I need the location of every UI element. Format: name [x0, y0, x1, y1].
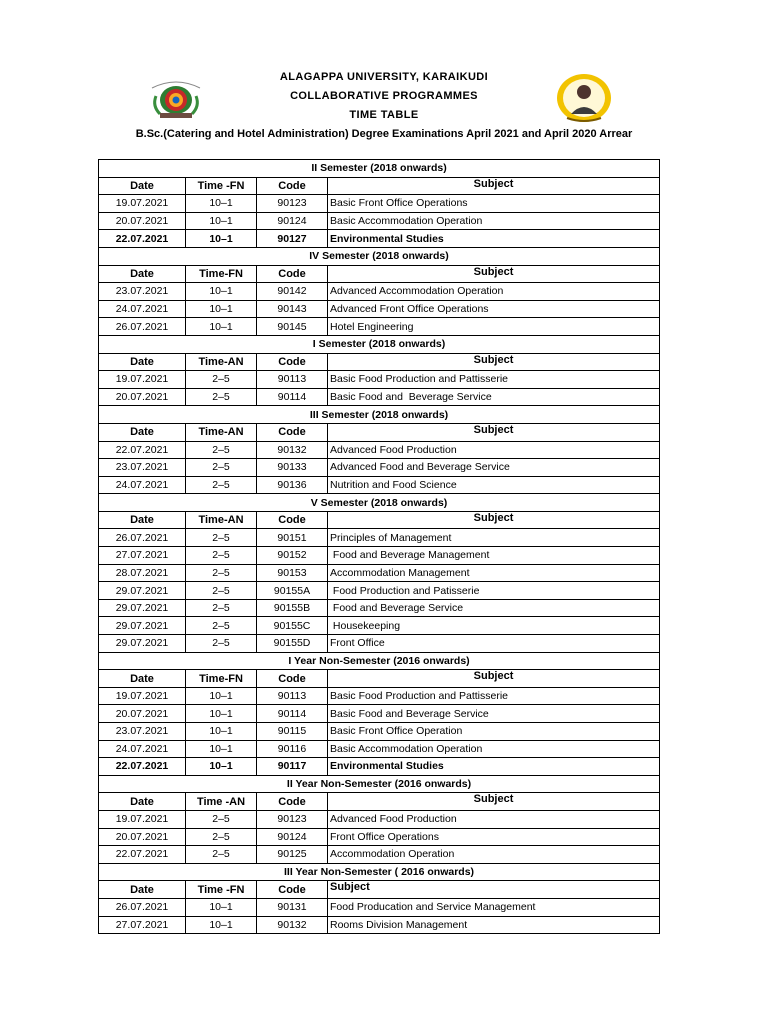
semester-heading-row	[99, 775, 660, 793]
course-code: 90127	[257, 230, 328, 248]
time-header: Time-FN	[186, 265, 257, 283]
course-code: 90142	[257, 283, 328, 301]
semester-heading-row	[99, 335, 660, 353]
exam-date: 27.07.2021	[99, 547, 186, 565]
code-header: Code	[257, 511, 328, 529]
subject-name: Advanced Front Office Operations	[328, 300, 660, 318]
document-header	[0, 68, 768, 144]
subject-name: Advanced Accommodation Operation	[328, 283, 660, 301]
time-header: Time -FN	[186, 881, 257, 899]
course-code: 90152	[257, 547, 328, 565]
column-header-row	[99, 177, 660, 195]
table-row	[99, 441, 660, 459]
course-code: 90155C	[257, 617, 328, 635]
course-code: 90117	[257, 758, 328, 776]
time-header: Time -AN	[186, 793, 257, 811]
subject-name: Environmental Studies	[328, 758, 660, 776]
exam-time: 2–5	[186, 599, 257, 617]
time-header: Time -FN	[186, 177, 257, 195]
table-row	[99, 300, 660, 318]
course-code: 90123	[257, 810, 328, 828]
subject-name: Basic Accommodation Operation	[328, 212, 660, 230]
course-code: 90114	[257, 705, 328, 723]
exam-date: 29.07.2021	[99, 582, 186, 600]
subject-header: Subject	[328, 353, 660, 371]
exam-date: 20.07.2021	[99, 388, 186, 406]
course-code: 90124	[257, 828, 328, 846]
subject-name: Basic Accommodation Operation	[328, 740, 660, 758]
subject-name: Advanced Food Production	[328, 441, 660, 459]
subject-name: Basic Food Production and Pattisserie	[328, 687, 660, 705]
semester-heading-row	[99, 160, 660, 178]
exam-date: 22.07.2021	[99, 758, 186, 776]
exam-date: 26.07.2021	[99, 318, 186, 336]
exam-time: 2–5	[186, 459, 257, 477]
exam-time: 2–5	[186, 388, 257, 406]
table-row	[99, 371, 660, 389]
table-row	[99, 705, 660, 723]
subject-name: Nutrition and Food Science	[328, 476, 660, 494]
date-header: Date	[99, 265, 186, 283]
table-row	[99, 582, 660, 600]
semester-heading: IV Semester (2018 onwards)	[99, 247, 660, 265]
subject-header: Subject	[328, 423, 660, 441]
exam-time: 10–1	[186, 300, 257, 318]
semester-heading: II Semester (2018 onwards)	[99, 160, 660, 178]
subject-name: Front Office Operations	[328, 828, 660, 846]
course-code: 90113	[257, 687, 328, 705]
exam-time: 2–5	[186, 529, 257, 547]
exam-time: 2–5	[186, 547, 257, 565]
column-header-row	[99, 881, 660, 899]
exam-date: 22.07.2021	[99, 846, 186, 864]
exam-time: 10–1	[186, 687, 257, 705]
code-header: Code	[257, 423, 328, 441]
code-header: Code	[257, 265, 328, 283]
exam-time: 10–1	[186, 318, 257, 336]
semester-heading: V Semester (2018 onwards)	[99, 494, 660, 512]
date-header: Date	[99, 881, 186, 899]
subject-name: Principles of Management	[328, 529, 660, 547]
column-header-row	[99, 511, 660, 529]
exam-date: 24.07.2021	[99, 476, 186, 494]
course-code: 90132	[257, 441, 328, 459]
subject-name: Basic Food and Beverage Service	[328, 388, 660, 406]
column-header-row	[99, 793, 660, 811]
subject-name: Basic Front Office Operations	[328, 195, 660, 213]
time-header: Time-AN	[186, 423, 257, 441]
table-row	[99, 828, 660, 846]
code-header: Code	[257, 177, 328, 195]
table-row	[99, 635, 660, 653]
date-header: Date	[99, 670, 186, 688]
date-header: Date	[99, 423, 186, 441]
course-code: 90143	[257, 300, 328, 318]
course-code: 90113	[257, 371, 328, 389]
exam-time: 2–5	[186, 846, 257, 864]
subject-name: Accommodation Management	[328, 564, 660, 582]
subject-name: Food Production and Patisserie	[328, 582, 660, 600]
semester-heading: III Year Non-Semester ( 2016 onwards)	[99, 863, 660, 881]
column-header-row	[99, 265, 660, 283]
table-row	[99, 599, 660, 617]
table-row	[99, 195, 660, 213]
exam-time: 2–5	[186, 810, 257, 828]
exam-time: 10–1	[186, 758, 257, 776]
exam-date: 28.07.2021	[99, 564, 186, 582]
course-code: 90132	[257, 916, 328, 934]
subject-header: Subject	[328, 793, 660, 811]
exam-time: 10–1	[186, 212, 257, 230]
subject-name: Environmental Studies	[328, 230, 660, 248]
course-code: 90136	[257, 476, 328, 494]
exam-date: 23.07.2021	[99, 459, 186, 477]
exam-date: 20.07.2021	[99, 212, 186, 230]
time-header: Time-AN	[186, 511, 257, 529]
subject-header: Subject	[328, 511, 660, 529]
exam-time: 10–1	[186, 916, 257, 934]
course-code: 90115	[257, 723, 328, 741]
exam-date: 20.07.2021	[99, 705, 186, 723]
course-code: 90125	[257, 846, 328, 864]
exam-date: 23.07.2021	[99, 283, 186, 301]
course-code: 90116	[257, 740, 328, 758]
code-header: Code	[257, 353, 328, 371]
exam-time: 10–1	[186, 898, 257, 916]
subject-header: Subject	[328, 265, 660, 283]
course-code: 90114	[257, 388, 328, 406]
table-row	[99, 547, 660, 565]
timetable-title: TIME TABLE	[349, 109, 419, 121]
exam-date: 19.07.2021	[99, 687, 186, 705]
course-code: 90131	[257, 898, 328, 916]
exam-date: 22.07.2021	[99, 230, 186, 248]
table-row	[99, 230, 660, 248]
semester-heading-row	[99, 863, 660, 881]
subject-name: Basic Food and Beverage Service	[328, 705, 660, 723]
subject-name: Advanced Food Production	[328, 810, 660, 828]
exam-date: 23.07.2021	[99, 723, 186, 741]
subject-header: Subject	[328, 670, 660, 688]
table-row	[99, 916, 660, 934]
exam-time: 2–5	[186, 476, 257, 494]
subject-name: Advanced Food and Beverage Service	[328, 459, 660, 477]
course-code: 90145	[257, 318, 328, 336]
exam-time: 10–1	[186, 705, 257, 723]
course-code: 90133	[257, 459, 328, 477]
subject-name: Hotel Engineering	[328, 318, 660, 336]
table-row	[99, 459, 660, 477]
table-row	[99, 810, 660, 828]
code-header: Code	[257, 881, 328, 899]
exam-title: B.Sc.(Catering and Hotel Administration) Degree Examinations April 2021 and April 2020 Arrear	[135, 128, 633, 140]
subject-header: Subject	[328, 881, 660, 899]
exam-time: 10–1	[186, 195, 257, 213]
table-row	[99, 758, 660, 776]
time-header: Time-AN	[186, 353, 257, 371]
exam-time: 2–5	[186, 441, 257, 459]
subject-header: Subject	[328, 177, 660, 195]
table-row	[99, 740, 660, 758]
exam-date: 29.07.2021	[99, 635, 186, 653]
table-row	[99, 283, 660, 301]
semester-heading: I Semester (2018 onwards)	[99, 335, 660, 353]
exam-date: 29.07.2021	[99, 617, 186, 635]
semester-heading: II Year Non-Semester (2016 onwards)	[99, 775, 660, 793]
date-header: Date	[99, 511, 186, 529]
exam-time: 2–5	[186, 617, 257, 635]
exam-date: 27.07.2021	[99, 916, 186, 934]
subject-name: Food Producation and Service Management	[328, 898, 660, 916]
exam-date: 24.07.2021	[99, 740, 186, 758]
date-header: Date	[99, 793, 186, 811]
code-header: Code	[257, 793, 328, 811]
exam-date: 26.07.2021	[99, 529, 186, 547]
table-row	[99, 564, 660, 582]
table-row	[99, 723, 660, 741]
time-header: Time-FN	[186, 670, 257, 688]
semester-heading: I Year Non-Semester (2016 onwards)	[99, 652, 660, 670]
exam-time: 2–5	[186, 635, 257, 653]
exam-time: 10–1	[186, 230, 257, 248]
table-row	[99, 687, 660, 705]
table-row	[99, 212, 660, 230]
course-code: 90124	[257, 212, 328, 230]
semester-heading-row	[99, 494, 660, 512]
course-code: 90155A	[257, 582, 328, 600]
exam-time: 10–1	[186, 723, 257, 741]
subject-name: Food and Beverage Service	[328, 599, 660, 617]
programme-title: COLLABORATIVE PROGRAMMES	[290, 90, 478, 102]
semester-heading-row	[99, 652, 660, 670]
course-code: 90123	[257, 195, 328, 213]
exam-time: 2–5	[186, 371, 257, 389]
course-code: 90153	[257, 564, 328, 582]
exam-time: 2–5	[186, 564, 257, 582]
date-header: Date	[99, 177, 186, 195]
exam-time: 10–1	[186, 740, 257, 758]
date-header: Date	[99, 353, 186, 371]
column-header-row	[99, 353, 660, 371]
exam-date: 19.07.2021	[99, 810, 186, 828]
university-name: ALAGAPPA UNIVERSITY, KARAIKUDI	[279, 71, 489, 83]
exam-date: 24.07.2021	[99, 300, 186, 318]
exam-date: 19.07.2021	[99, 195, 186, 213]
subject-name: Food and Beverage Management	[328, 547, 660, 565]
table-row	[99, 846, 660, 864]
course-code: 90155D	[257, 635, 328, 653]
exam-date: 29.07.2021	[99, 599, 186, 617]
code-header: Code	[257, 670, 328, 688]
exam-date: 19.07.2021	[99, 371, 186, 389]
exam-date: 22.07.2021	[99, 441, 186, 459]
table-row	[99, 476, 660, 494]
subject-name: Front Office	[328, 635, 660, 653]
column-header-row	[99, 670, 660, 688]
exam-date: 20.07.2021	[99, 828, 186, 846]
semester-heading: III Semester (2018 onwards)	[99, 406, 660, 424]
exam-time: 2–5	[186, 582, 257, 600]
table-row	[99, 318, 660, 336]
table-row	[99, 617, 660, 635]
timetable	[98, 159, 660, 934]
subject-name: Housekeeping	[328, 617, 660, 635]
subject-name: Rooms Division Management	[328, 916, 660, 934]
exam-time: 10–1	[186, 283, 257, 301]
course-code: 90155B	[257, 599, 328, 617]
table-row	[99, 529, 660, 547]
table-row	[99, 388, 660, 406]
subject-name: Basic Front Office Operation	[328, 723, 660, 741]
semester-heading-row	[99, 406, 660, 424]
table-row	[99, 898, 660, 916]
subject-name: Basic Food Production and Pattisserie	[328, 371, 660, 389]
course-code: 90151	[257, 529, 328, 547]
column-header-row	[99, 423, 660, 441]
exam-date: 26.07.2021	[99, 898, 186, 916]
subject-name: Accommodation Operation	[328, 846, 660, 864]
exam-time: 2–5	[186, 828, 257, 846]
semester-heading-row	[99, 247, 660, 265]
